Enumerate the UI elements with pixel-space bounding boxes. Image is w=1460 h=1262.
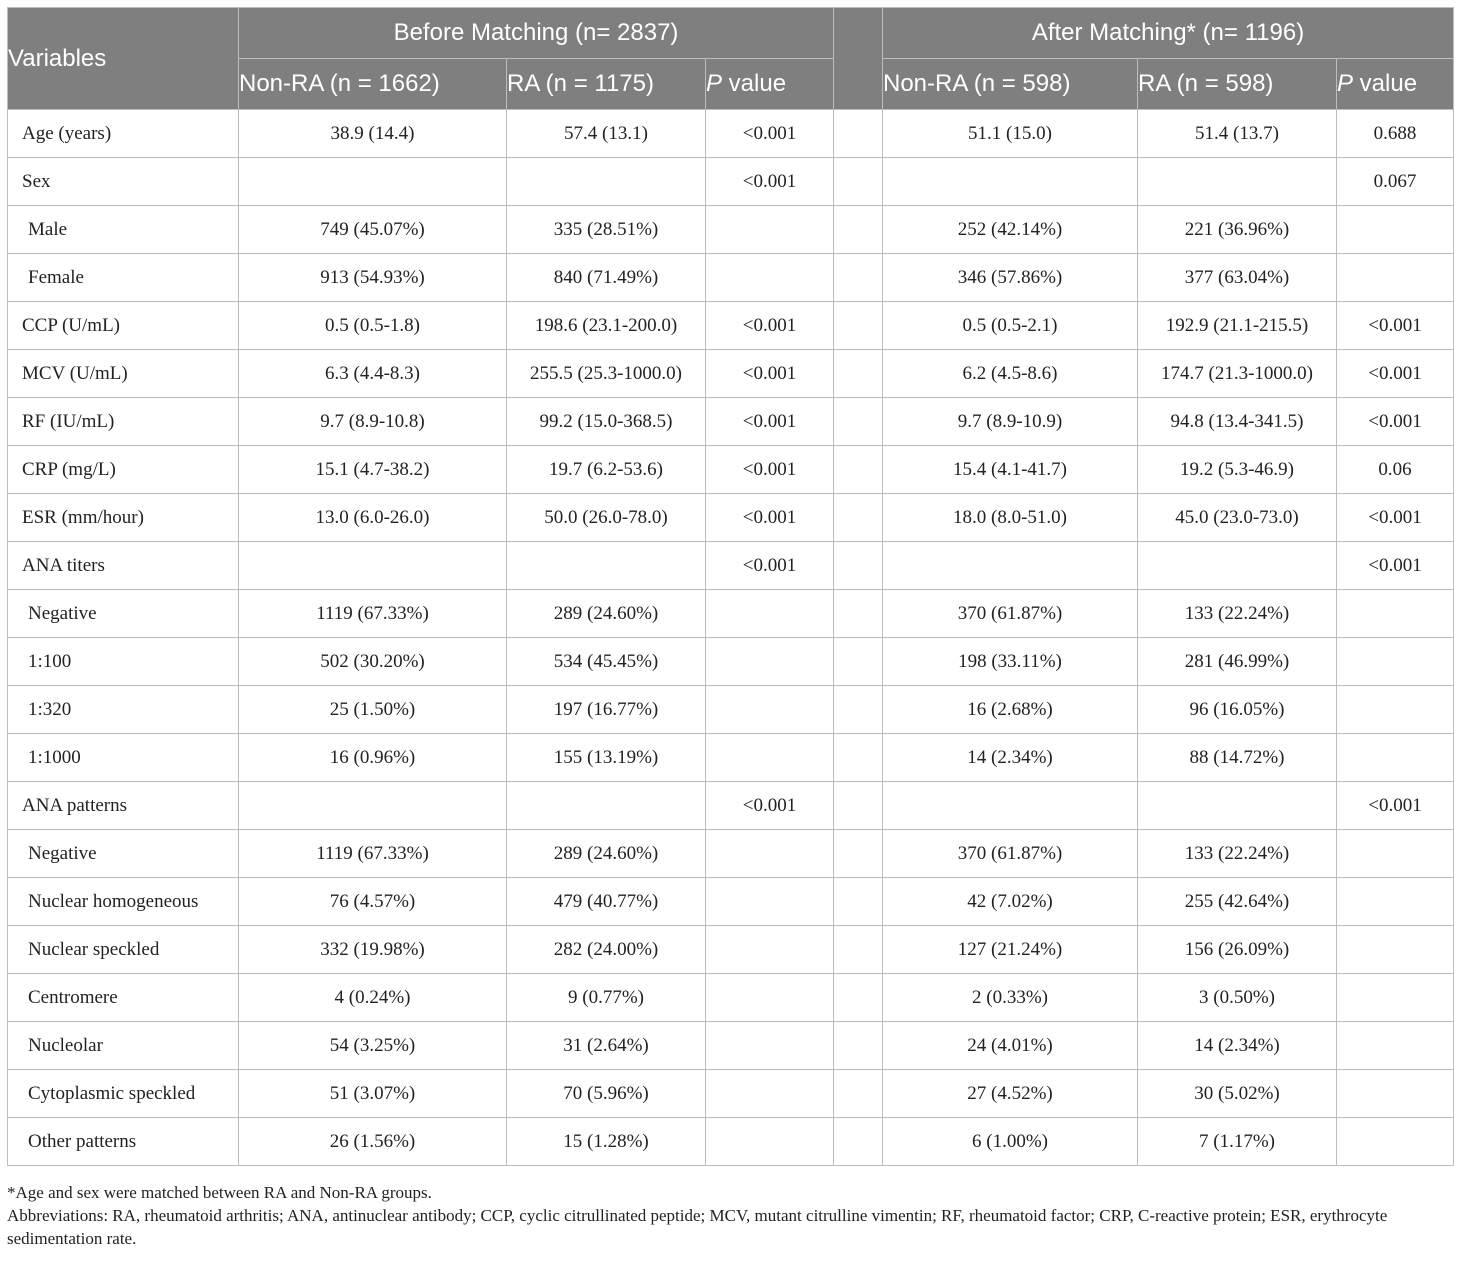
cell-after-p	[1337, 1070, 1454, 1118]
cell-before-nonra: 16 (0.96%)	[239, 734, 507, 782]
table-row	[8, 590, 1454, 638]
cell-before-p	[706, 1022, 834, 1070]
row-label: 1:320	[8, 686, 239, 734]
header-before-ra: RA (n = 1175)	[507, 59, 706, 110]
cell-before-p	[706, 1070, 834, 1118]
cell-before-p	[706, 1118, 834, 1166]
cell-after-p: <0.001	[1337, 350, 1454, 398]
cell-before-ra: 155 (13.19%)	[507, 734, 706, 782]
cell-after-nonra: 16 (2.68%)	[883, 686, 1138, 734]
row-label: Centromere	[8, 974, 239, 1022]
cell-after-ra: 133 (22.24%)	[1138, 590, 1337, 638]
table-row	[8, 350, 1454, 398]
cell-after-nonra: 9.7 (8.9-10.9)	[883, 398, 1138, 446]
cell-before-ra: 31 (2.64%)	[507, 1022, 706, 1070]
footnote-abbreviations: Abbreviations: RA, rheumatoid arthritis; ANA, antinuclear antibody; CCP, cyclic citrullinated peptide; MCV, mutant citrulline vimentin; RF, rheumatoid factor; CRP, C-reactive protein; ESR, erythrocyte sedimentation rate.	[7, 1206, 1388, 1248]
row-label: Age (years)	[8, 110, 239, 158]
table-row	[8, 206, 1454, 254]
cell-before-p	[706, 686, 834, 734]
p-suffix: value	[1353, 70, 1418, 97]
cell-before-p: <0.001	[706, 398, 834, 446]
cell-before-ra: 198.6 (23.1-200.0)	[507, 302, 706, 350]
row-label: Nuclear homogeneous	[8, 878, 239, 926]
cell-spacer	[834, 446, 883, 494]
table-header	[8, 8, 1454, 110]
cell-before-ra: 289 (24.60%)	[507, 590, 706, 638]
cell-after-p: <0.001	[1337, 398, 1454, 446]
cell-after-ra: 96 (16.05%)	[1138, 686, 1337, 734]
row-label: Negative	[8, 830, 239, 878]
footnote-matching: *Age and sex were matched between RA and Non-RA groups.	[7, 1183, 432, 1202]
header-after-ra: RA (n = 598)	[1138, 59, 1337, 110]
cell-before-p	[706, 638, 834, 686]
cell-after-p	[1337, 254, 1454, 302]
cell-before-ra: 50.0 (26.0-78.0)	[507, 494, 706, 542]
cell-before-p	[706, 734, 834, 782]
cell-before-nonra: 4 (0.24%)	[239, 974, 507, 1022]
cell-before-nonra: 913 (54.93%)	[239, 254, 507, 302]
cell-before-ra: 289 (24.60%)	[507, 830, 706, 878]
cell-after-nonra: 18.0 (8.0-51.0)	[883, 494, 1138, 542]
cell-before-ra: 197 (16.77%)	[507, 686, 706, 734]
row-label: Negative	[8, 590, 239, 638]
cell-before-p: <0.001	[706, 494, 834, 542]
p-letter: P	[1337, 70, 1354, 97]
row-label: Nuclear speckled	[8, 926, 239, 974]
table-footnotes	[7, 1181, 1453, 1250]
cell-spacer	[834, 494, 883, 542]
p-letter: P	[706, 70, 723, 97]
row-label: MCV (U/mL)	[8, 350, 239, 398]
cell-spacer	[834, 206, 883, 254]
cell-before-nonra: 332 (19.98%)	[239, 926, 507, 974]
p-suffix: value	[722, 70, 787, 97]
cell-before-ra: 255.5 (25.3-1000.0)	[507, 350, 706, 398]
cell-spacer	[834, 590, 883, 638]
row-label: CRP (mg/L)	[8, 446, 239, 494]
cell-before-p	[706, 830, 834, 878]
header-before-nonra: Non-RA (n = 1662)	[239, 59, 507, 110]
cell-after-nonra: 252 (42.14%)	[883, 206, 1138, 254]
row-label: Male	[8, 206, 239, 254]
cell-before-ra: 840 (71.49%)	[507, 254, 706, 302]
table-row	[8, 878, 1454, 926]
cell-after-ra: 221 (36.96%)	[1138, 206, 1337, 254]
header-before-p-value	[706, 59, 834, 110]
cell-after-p	[1337, 734, 1454, 782]
cell-after-ra: 19.2 (5.3-46.9)	[1138, 446, 1337, 494]
cell-before-p	[706, 926, 834, 974]
cell-spacer	[834, 110, 883, 158]
cell-before-ra: 534 (45.45%)	[507, 638, 706, 686]
cell-spacer	[834, 1022, 883, 1070]
cell-after-ra: 156 (26.09%)	[1138, 926, 1337, 974]
cell-before-ra: 335 (28.51%)	[507, 206, 706, 254]
cell-before-ra: 282 (24.00%)	[507, 926, 706, 974]
table-row	[8, 974, 1454, 1022]
cell-before-nonra: 1119 (67.33%)	[239, 830, 507, 878]
cell-after-nonra: 24 (4.01%)	[883, 1022, 1138, 1070]
cell-before-nonra: 26 (1.56%)	[239, 1118, 507, 1166]
cell-after-p	[1337, 878, 1454, 926]
cell-before-p: <0.001	[706, 446, 834, 494]
row-label: Nucleolar	[8, 1022, 239, 1070]
cell-before-nonra: 76 (4.57%)	[239, 878, 507, 926]
cell-after-ra	[1138, 158, 1337, 206]
cell-after-p: <0.001	[1337, 542, 1454, 590]
cell-before-ra	[507, 158, 706, 206]
table-row	[8, 1118, 1454, 1166]
cell-spacer	[834, 350, 883, 398]
row-label: 1:1000	[8, 734, 239, 782]
table-row	[8, 542, 1454, 590]
cell-before-nonra	[239, 542, 507, 590]
cell-after-nonra	[883, 782, 1138, 830]
cell-before-ra: 70 (5.96%)	[507, 1070, 706, 1118]
cell-before-nonra: 38.9 (14.4)	[239, 110, 507, 158]
cell-after-ra: 377 (63.04%)	[1138, 254, 1337, 302]
cell-after-ra: 7 (1.17%)	[1138, 1118, 1337, 1166]
table-row	[8, 1070, 1454, 1118]
cell-after-ra: 30 (5.02%)	[1138, 1070, 1337, 1118]
cell-before-ra	[507, 542, 706, 590]
cell-before-ra: 99.2 (15.0-368.5)	[507, 398, 706, 446]
cell-after-p	[1337, 590, 1454, 638]
table-row	[8, 686, 1454, 734]
table-row	[8, 1022, 1454, 1070]
cell-before-nonra: 25 (1.50%)	[239, 686, 507, 734]
cell-after-p	[1337, 1118, 1454, 1166]
cell-after-nonra: 6.2 (4.5-8.6)	[883, 350, 1138, 398]
cell-after-ra: 45.0 (23.0-73.0)	[1138, 494, 1337, 542]
cell-before-p	[706, 254, 834, 302]
cell-before-ra: 479 (40.77%)	[507, 878, 706, 926]
header-after-nonra: Non-RA (n = 598)	[883, 59, 1138, 110]
row-label: Sex	[8, 158, 239, 206]
cell-spacer	[834, 638, 883, 686]
cell-before-p: <0.001	[706, 350, 834, 398]
cell-after-nonra: 198 (33.11%)	[883, 638, 1138, 686]
cell-before-nonra: 9.7 (8.9-10.8)	[239, 398, 507, 446]
row-label: ANA patterns	[8, 782, 239, 830]
table-row	[8, 110, 1454, 158]
cell-spacer	[834, 974, 883, 1022]
cell-after-p: 0.067	[1337, 158, 1454, 206]
cell-after-ra: 281 (46.99%)	[1138, 638, 1337, 686]
row-label: 1:100	[8, 638, 239, 686]
cell-after-nonra: 127 (21.24%)	[883, 926, 1138, 974]
cell-after-p: 0.688	[1337, 110, 1454, 158]
cell-after-nonra: 6 (1.00%)	[883, 1118, 1138, 1166]
baseline-characteristics-table	[7, 7, 1454, 1166]
cell-after-p: 0.06	[1337, 446, 1454, 494]
cell-after-p	[1337, 1022, 1454, 1070]
cell-after-nonra: 42 (7.02%)	[883, 878, 1138, 926]
table-row	[8, 158, 1454, 206]
table-row	[8, 398, 1454, 446]
cell-after-nonra: 14 (2.34%)	[883, 734, 1138, 782]
cell-after-p: <0.001	[1337, 782, 1454, 830]
cell-before-p	[706, 206, 834, 254]
cell-before-ra: 9 (0.77%)	[507, 974, 706, 1022]
header-row-groups	[8, 8, 1454, 59]
table-row	[8, 638, 1454, 686]
cell-after-nonra: 15.4 (4.1-41.7)	[883, 446, 1138, 494]
cell-before-nonra: 13.0 (6.0-26.0)	[239, 494, 507, 542]
table-body	[8, 110, 1454, 1166]
cell-after-ra: 255 (42.64%)	[1138, 878, 1337, 926]
table-row	[8, 494, 1454, 542]
cell-after-nonra	[883, 542, 1138, 590]
cell-after-ra: 3 (0.50%)	[1138, 974, 1337, 1022]
cell-before-nonra: 15.1 (4.7-38.2)	[239, 446, 507, 494]
cell-before-nonra	[239, 158, 507, 206]
header-spacer	[834, 8, 883, 110]
cell-spacer	[834, 734, 883, 782]
cell-before-nonra: 54 (3.25%)	[239, 1022, 507, 1070]
cell-after-nonra: 370 (61.87%)	[883, 590, 1138, 638]
cell-spacer	[834, 158, 883, 206]
cell-after-p	[1337, 686, 1454, 734]
cell-after-p: <0.001	[1337, 494, 1454, 542]
row-label: RF (IU/mL)	[8, 398, 239, 446]
cell-before-p: <0.001	[706, 110, 834, 158]
row-label: CCP (U/mL)	[8, 302, 239, 350]
cell-after-nonra: 346 (57.86%)	[883, 254, 1138, 302]
cell-spacer	[834, 302, 883, 350]
cell-before-nonra: 6.3 (4.4-8.3)	[239, 350, 507, 398]
cell-spacer	[834, 254, 883, 302]
table-row	[8, 734, 1454, 782]
cell-before-nonra	[239, 782, 507, 830]
table-row	[8, 782, 1454, 830]
cell-after-nonra: 2 (0.33%)	[883, 974, 1138, 1022]
cell-after-nonra: 27 (4.52%)	[883, 1070, 1138, 1118]
row-label: ESR (mm/hour)	[8, 494, 239, 542]
cell-before-ra: 57.4 (13.1)	[507, 110, 706, 158]
cell-spacer	[834, 830, 883, 878]
cell-spacer	[834, 542, 883, 590]
header-variables: Variables	[8, 8, 239, 110]
cell-spacer	[834, 782, 883, 830]
row-label: Other patterns	[8, 1118, 239, 1166]
table-row	[8, 446, 1454, 494]
cell-before-ra: 15 (1.28%)	[507, 1118, 706, 1166]
cell-before-p	[706, 974, 834, 1022]
row-label: Cytoplasmic speckled	[8, 1070, 239, 1118]
cell-before-ra: 19.7 (6.2-53.6)	[507, 446, 706, 494]
cell-before-nonra: 749 (45.07%)	[239, 206, 507, 254]
table-row	[8, 302, 1454, 350]
cell-before-nonra: 51 (3.07%)	[239, 1070, 507, 1118]
table-row	[8, 254, 1454, 302]
cell-spacer	[834, 1118, 883, 1166]
cell-before-nonra: 0.5 (0.5-1.8)	[239, 302, 507, 350]
cell-after-ra	[1138, 782, 1337, 830]
cell-after-nonra: 370 (61.87%)	[883, 830, 1138, 878]
cell-after-ra: 192.9 (21.1-215.5)	[1138, 302, 1337, 350]
cell-after-p	[1337, 974, 1454, 1022]
cell-after-nonra: 0.5 (0.5-2.1)	[883, 302, 1138, 350]
cell-before-ra	[507, 782, 706, 830]
cell-after-p	[1337, 638, 1454, 686]
cell-before-p	[706, 590, 834, 638]
cell-spacer	[834, 686, 883, 734]
cell-after-p: <0.001	[1337, 302, 1454, 350]
cell-after-nonra: 51.1 (15.0)	[883, 110, 1138, 158]
cell-after-nonra	[883, 158, 1138, 206]
cell-after-p	[1337, 206, 1454, 254]
cell-before-nonra: 1119 (67.33%)	[239, 590, 507, 638]
cell-after-ra: 14 (2.34%)	[1138, 1022, 1337, 1070]
table-row	[8, 926, 1454, 974]
header-after-p-value	[1337, 59, 1454, 110]
row-label: ANA titers	[8, 542, 239, 590]
cell-after-p	[1337, 926, 1454, 974]
cell-after-ra: 94.8 (13.4-341.5)	[1138, 398, 1337, 446]
cell-after-ra	[1138, 542, 1337, 590]
cell-before-p: <0.001	[706, 302, 834, 350]
cell-after-ra: 88 (14.72%)	[1138, 734, 1337, 782]
cell-spacer	[834, 878, 883, 926]
cell-spacer	[834, 398, 883, 446]
cell-after-ra: 174.7 (21.3-1000.0)	[1138, 350, 1337, 398]
header-before-matching: Before Matching (n= 2837)	[239, 8, 834, 59]
table-row	[8, 830, 1454, 878]
cell-before-p: <0.001	[706, 158, 834, 206]
cell-before-p	[706, 878, 834, 926]
cell-after-ra: 51.4 (13.7)	[1138, 110, 1337, 158]
cell-spacer	[834, 926, 883, 974]
cell-spacer	[834, 1070, 883, 1118]
cell-after-p	[1337, 830, 1454, 878]
cell-after-ra: 133 (22.24%)	[1138, 830, 1337, 878]
cell-before-p: <0.001	[706, 542, 834, 590]
header-after-matching: After Matching* (n= 1196)	[883, 8, 1454, 59]
cell-before-p: <0.001	[706, 782, 834, 830]
row-label: Female	[8, 254, 239, 302]
cell-before-nonra: 502 (30.20%)	[239, 638, 507, 686]
